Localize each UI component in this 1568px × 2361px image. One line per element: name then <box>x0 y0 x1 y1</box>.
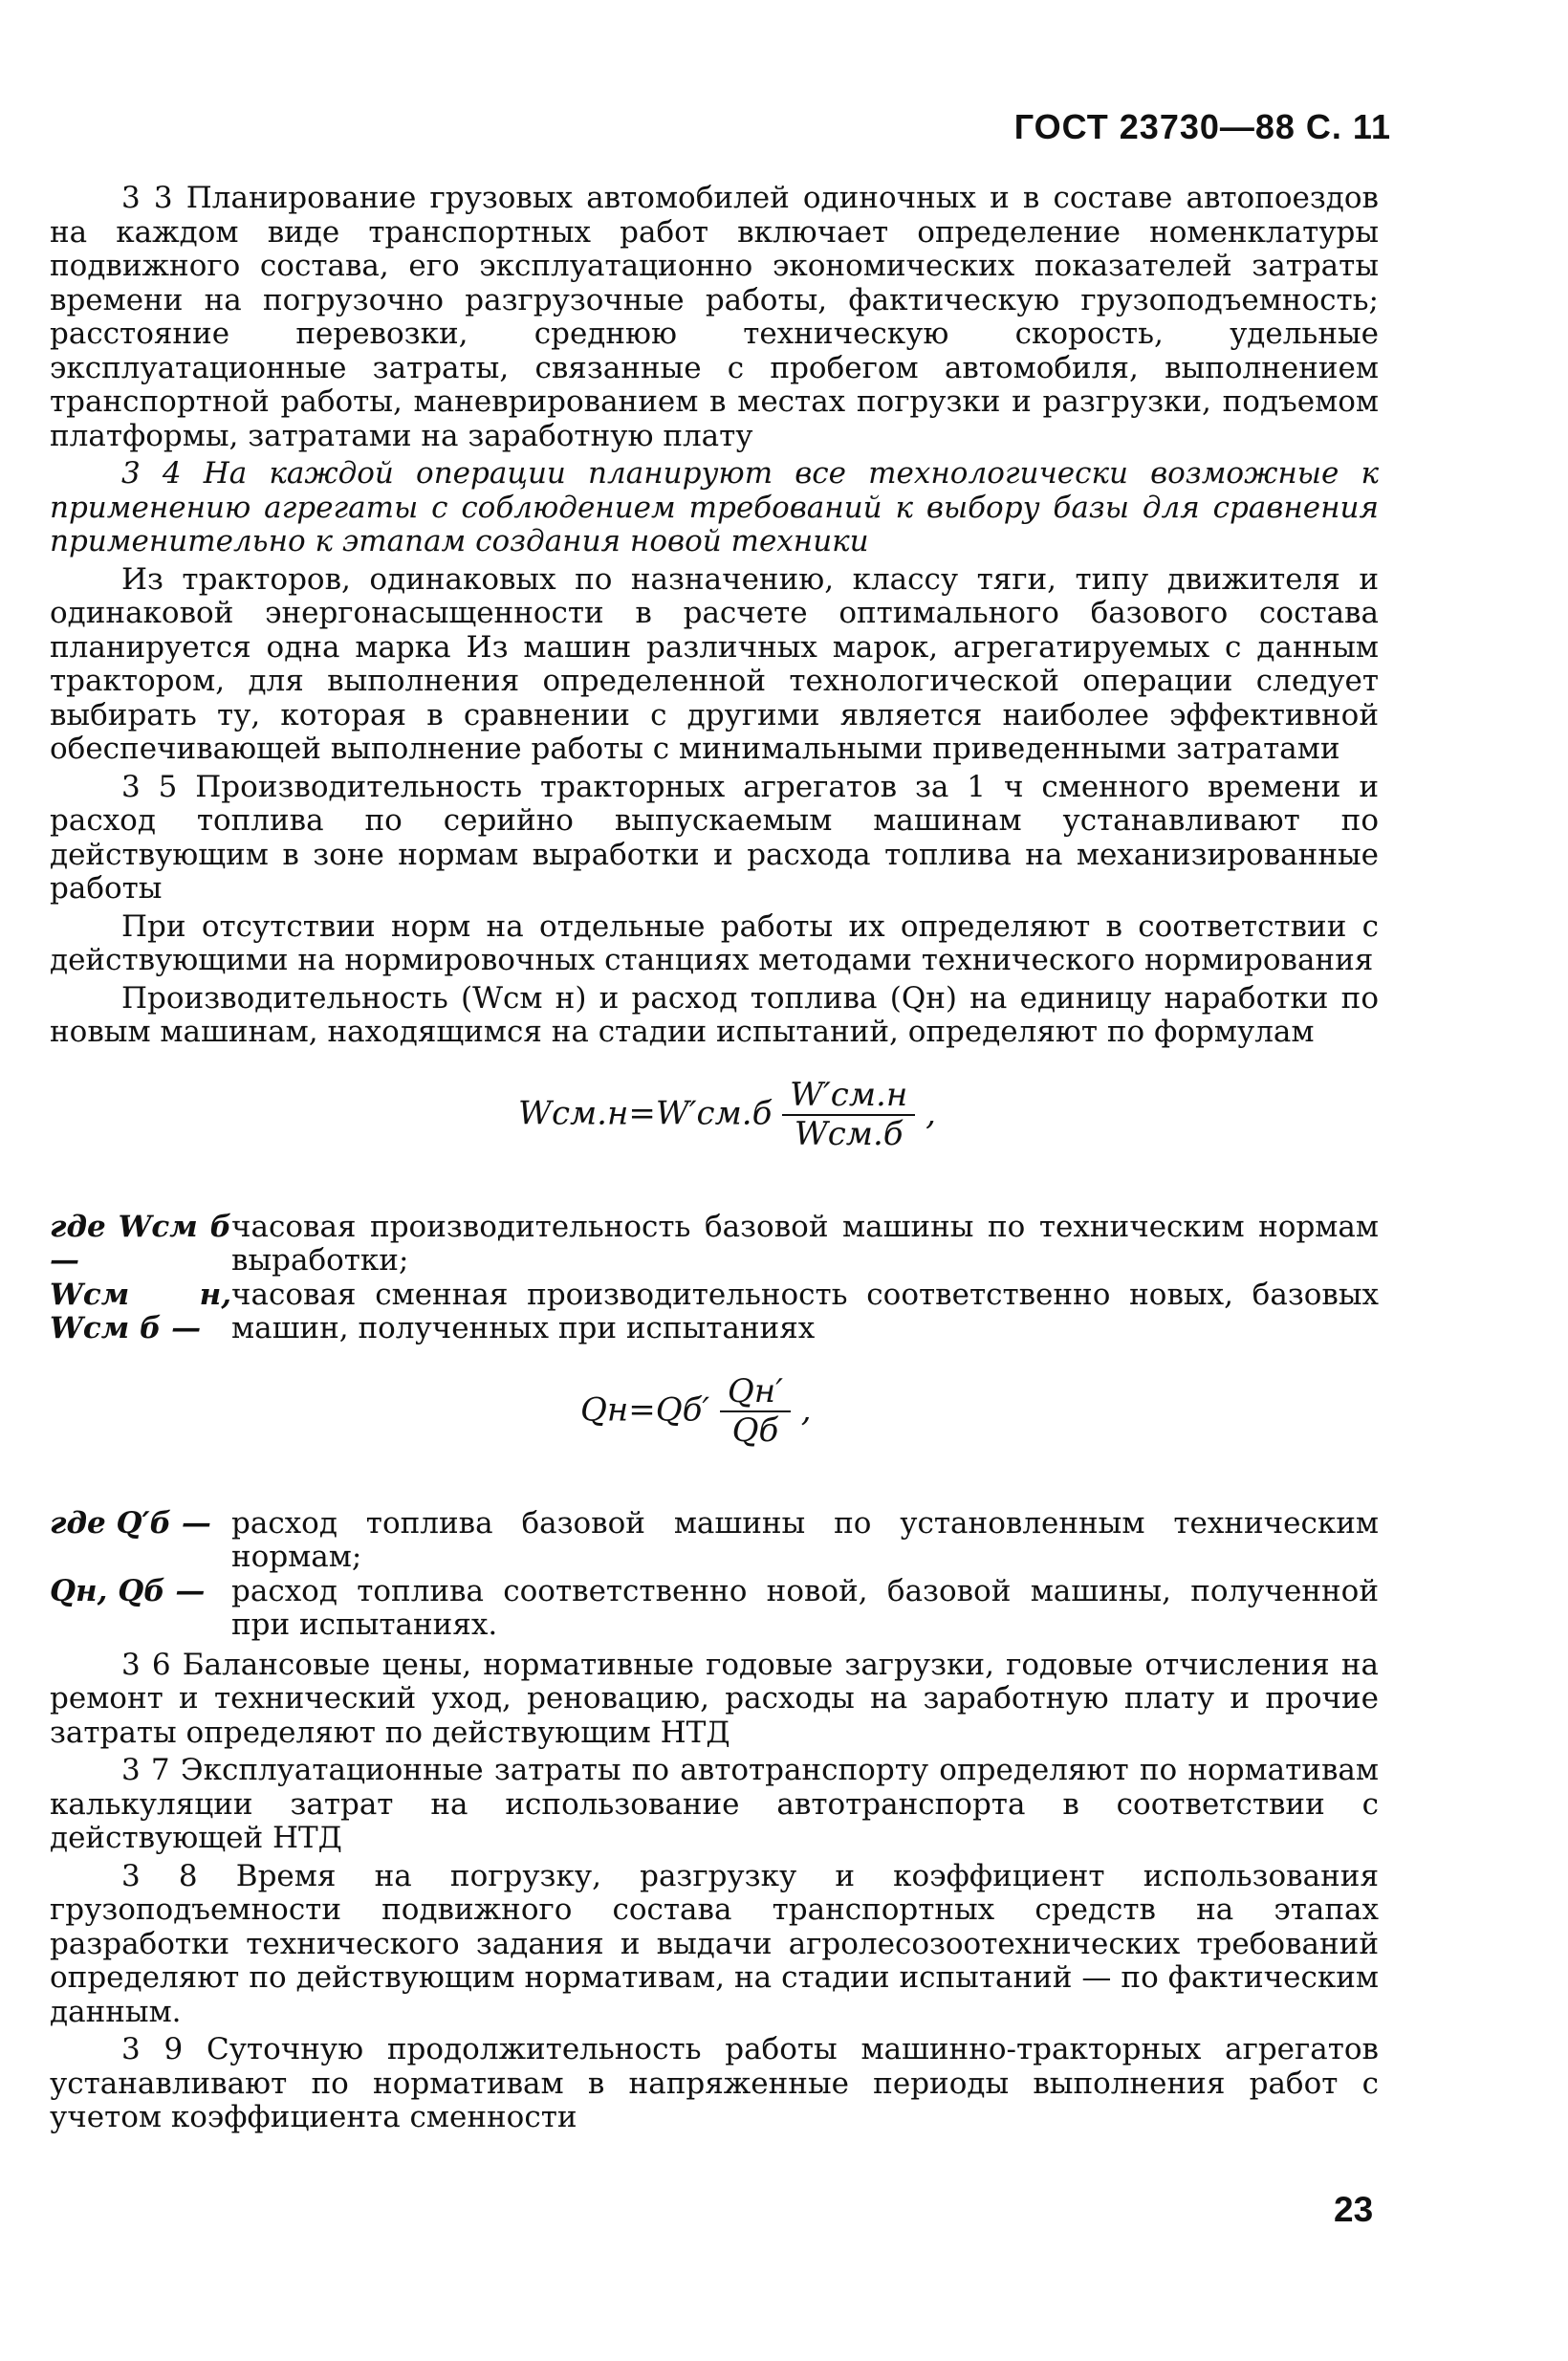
definition-desc: часовая производительность базовой машины по техническим нормам выработки; <box>231 1209 1379 1278</box>
formula2-lhs: Qн=Qб′ <box>580 1390 710 1429</box>
formula1-lhs: Wсм.н=W′см.б <box>518 1094 773 1132</box>
definition-row <box>50 1575 1379 1643</box>
paragraph-productivity: Производительность (Wсм н) и расход топлива (Qн) на единицу наработки по новым машинам, находящимся на стадии испытаний, определяют по формулам <box>50 980 1379 1049</box>
paragraph-3-8: 3 8 Время на погрузку, разгрузку и коэффициент использования грузоподъемности подвижного состава транспортных средств на этапах разработки технического задания и выдачи агролесозоотехнических требований определяют по действующим нормативам, на стадии испытаний — по фактическим данным. <box>50 1858 1379 2029</box>
definition-desc: расход топлива соответственно новой, базовой машины, полученной при испытаниях. <box>231 1573 1379 1642</box>
formula-fuel <box>50 1371 1379 1480</box>
formula1-numerator: W′см.н <box>782 1079 915 1117</box>
formula2-denominator: Qб <box>731 1411 779 1450</box>
formula1-fraction <box>782 1075 915 1153</box>
paragraph-3-9: 3 9 Суточную продолжительность работы машинно-тракторных агрегатов устанавливают по нормативам в напряженные периоды выполнения работ с учетом коэффициента сменности <box>50 2032 1379 2134</box>
formula1-tail: , <box>926 1094 936 1132</box>
formula-productivity <box>50 1075 1379 1184</box>
page-header: ГОСТ 23730—88 С. 11 <box>1013 107 1391 146</box>
paragraph-tractors: Из тракторов, одинаковых по назначению, классу тяги, типу движителя и одинаковой энергонасыщенности в расчете оптимального базового состава планируется одна марка Из машин различных марок, агрегатируемых с данным трактором, для выполнения определенной технологической операции следует выбирать ту, которая в сравнении с другими является наиболее эффективной обеспечивающей выполнение работы с минимальными приведенными затратами <box>50 561 1379 766</box>
paragraph-3-5: 3 5 Производительность тракторных агрегатов за 1 ч сменного времени и расход топлива по серийно выпускаемым машинам устанавливают по действующим в зоне нормам выработки и расхода топлива на механизированные работы <box>50 769 1379 906</box>
formula2-fraction <box>720 1371 791 1450</box>
definition-row <box>50 1507 1379 1575</box>
paragraph-3-4: 3 4 На каждой операции планируют все технологически возможные к применению агрегаты с соблюдением требований к выбору базы для сравнения применительно к этапам создания новой техники <box>50 456 1379 558</box>
definition-term: Wсм н, Wсм б — <box>50 1277 231 1345</box>
definition-desc: часовая сменная производительность соответственно новых, базовых машин, полученных при испытаниях <box>231 1277 1379 1345</box>
document-body <box>50 182 1379 2135</box>
formula2-tail: , <box>800 1390 812 1429</box>
definition-desc: расход топлива базовой машины по установленным техническим нормам; <box>231 1505 1379 1574</box>
paragraph-3-7: 3 7 Эксплуатационные затраты по автотранспорту определяют по нормативам калькуляции затрат на использование автотранспорта в соответствии с действующей НТД <box>50 1753 1379 1855</box>
definition-row <box>50 1279 1379 1346</box>
page-number: 23 <box>1334 2190 1374 2229</box>
definitions-2 <box>50 1507 1379 1643</box>
formula1-denominator: Wсм.б <box>794 1115 904 1153</box>
definitions-1 <box>50 1211 1379 1346</box>
definition-term: Qн, Qб — <box>50 1573 206 1608</box>
definition-term: где Q′б — <box>50 1505 211 1541</box>
paragraph-no-norms: При отсутствии норм на отдельные работы их определяют в соответствии с действующими на нормировочных станциях методами технического нормирования <box>50 908 1379 977</box>
definition-term: где Wсм б — <box>50 1209 231 1278</box>
formula2-numerator: Qн′ <box>720 1375 791 1413</box>
definition-row <box>50 1211 1379 1279</box>
paragraph-3-3: 3 3 Планирование грузовых автомобилей одиночных и в составе автопоездов на каждом виде транспортных работ включает определение номенклатуры подвижного состава, его эксплуатационно экономических показателей затраты времени на погрузочно разгрузочные работы, фактическую грузоподъемность; расстояние перевозки, среднюю техническую скорость, удельные эксплуатационные затраты, связанные с пробегом автомобиля, выполнением транспортной работы, маневрированием в местах погрузки и разгрузки, подъемом платформы, затратами на заработную плату <box>50 181 1379 453</box>
paragraph-3-6: 3 6 Балансовые цены, нормативные годовые загрузки, годовые отчисления на ремонт и технический уход, реновацию, расходы на заработную плату и прочие затраты определяют по действующим НТД <box>50 1647 1379 1750</box>
